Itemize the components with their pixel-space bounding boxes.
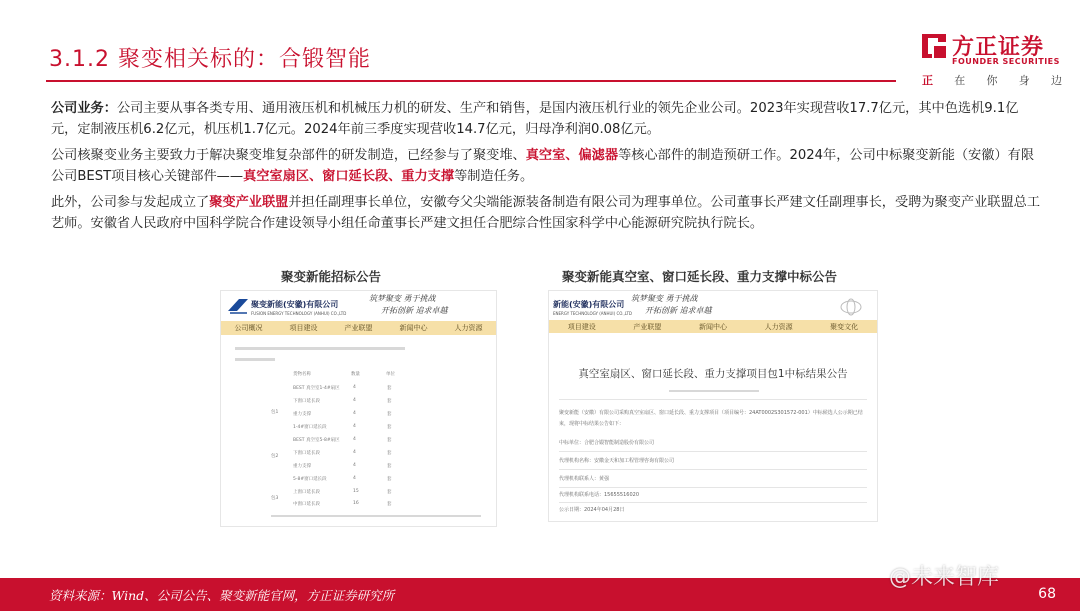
table-cell: 套 [387, 464, 392, 469]
table-cell: 4 [353, 463, 356, 468]
motto-line-1: 筑梦聚变 勇于挑战 [369, 294, 436, 303]
nav-item: 聚变文化 [830, 322, 859, 331]
table-cell: 套 [387, 386, 392, 391]
section-label: 包2 [271, 454, 279, 459]
alliance-text-a: 此外，公司参与发起成立了 [51, 195, 210, 210]
contact-line: 代理机构联系人：黄强 [559, 476, 610, 482]
text-line [235, 347, 405, 350]
logo-chinese-name: 方正证券 [952, 35, 1045, 60]
slogan-char: 在 [954, 74, 966, 87]
fusion-highlight-components: 真空室、偏滤器 [525, 148, 619, 163]
slogan-char: 正 [922, 74, 933, 87]
section-label: 包1 [271, 410, 279, 415]
body-text [51, 99, 1041, 240]
nav-item: 新闻中心 [698, 322, 727, 331]
page-number: 68 [1038, 586, 1056, 602]
logo-slogan [922, 72, 1062, 88]
slogan-char: 你 [986, 74, 998, 87]
table-cell: 下窗口延长段 [293, 451, 320, 456]
company-logo-icon [227, 297, 249, 315]
section-label: 包3 [271, 496, 279, 501]
alliance-text-b: 并担任副理事长单位，安徽夸父尖端能源装备制造有限公司为理事单位。公司董事长严建文任副理事长，受聘为聚变产业联盟总工艺师。安徽省人民政府中国科学院合作建设领导小组任命董事长严建文担任合肥综合性国家科学中心能源研究院执行院长。 [51, 195, 1041, 231]
slogan-char: 身 [1018, 74, 1030, 87]
tender-notice-screenshot [220, 290, 497, 527]
table-cell: 4 [353, 398, 356, 403]
text-line [235, 358, 275, 361]
separator [559, 469, 867, 470]
doc-nav-bar [221, 321, 496, 335]
nav-item: 人力资源 [764, 322, 793, 331]
nav-item: 公司概况 [234, 324, 263, 332]
nav-item: 新闻中心 [399, 324, 428, 332]
award-notice-title: 真空室扇区、窗口延长段、重力支撑项目包1中标结果公告 [578, 368, 848, 380]
founder-logo [914, 30, 1064, 90]
nav-item: 产业联盟 [633, 322, 662, 331]
paragraph-business [51, 99, 1041, 140]
table-cell: 4 [353, 411, 356, 416]
award-notice-screenshot [548, 290, 878, 522]
phone-line: 代理机构联系电话：15655516020 [559, 492, 639, 498]
logo-english-name: FOUNDER SECURITIES [952, 57, 1060, 66]
left-figure-caption: 聚变新能招标公告 [281, 269, 382, 284]
table-cell: 4 [353, 476, 356, 481]
company-name-en: ENERGY TECHNOLOGY (ANHUI) CO.,LTD [553, 311, 632, 316]
nav-item: 项目建设 [289, 324, 318, 332]
table-cell: 套 [387, 438, 392, 443]
table-cell: 套 [387, 412, 392, 417]
winner-line: 中标单位：合肥合锻智能制造股份有限公司 [559, 440, 655, 446]
paragraph-alliance [51, 193, 1041, 234]
doc-nav-bar [549, 320, 877, 333]
table-cell: 套 [387, 477, 392, 482]
notice-line: 聚变新能（安徽）有限公司采购真空室扇区、窗口延长段、重力支撑项目（项目编号：24AT0002S301572-001）中标候选人公示期已结 [559, 410, 863, 416]
business-text: 公司主要从事各类专用、通用液压机和机械压力机的研发、生产和销售，是国内液压机行业的领先企业公司。2023年实现营收17.7亿元，其中色选机9.1亿元，定制液压机6.2亿元，机压机1.7亿元。2024年前三季度实现营收14.7亿元，归母净利润0.08亿元。 [51, 101, 1019, 137]
table-cell: BEST 真空室5-8#扇区 [293, 438, 340, 443]
page-header [0, 0, 1080, 92]
separator [559, 451, 867, 452]
table-cell: 套 [387, 399, 392, 404]
nav-item: 人力资源 [454, 324, 483, 332]
fusion-text-b: 等核心部件的制造预研工作。2024年，公司中标聚变新能（安徽）有限公司BEST项目核心关键部件—— [51, 148, 1035, 184]
table-header: 单位 [386, 372, 395, 377]
founder-logo-icon [920, 32, 948, 60]
agency-line: 代理机构名称：安徽金天和加工程管理咨询有限公司 [559, 458, 675, 464]
table-cell: 重力支撑 [293, 464, 311, 469]
table-cell: BEST 真空室1-4#扇区 [293, 386, 340, 391]
motto-line-1: 筑梦聚变 勇于挑战 [631, 294, 698, 303]
table-cell: 下窗口延长段 [293, 399, 320, 404]
table-cell: 16 [353, 501, 359, 506]
date-line: 公示日期：2024年04月28日 [559, 507, 625, 513]
table-cell: 4 [353, 424, 356, 429]
separator [559, 399, 867, 400]
table-header: 数量 [351, 372, 360, 377]
emblem-icon [839, 297, 863, 317]
company-name: 聚变新能(安徽)有限公司 [251, 300, 339, 309]
paragraph-fusion [51, 146, 1041, 187]
table-cell: 4 [353, 450, 356, 455]
text-line [669, 390, 759, 392]
nav-item: 产业联盟 [344, 324, 373, 332]
fusion-text-a: 公司核聚变业务主要致力于解决聚变堆复杂部件的研发制造，已经参与了聚变堆、 [51, 148, 526, 163]
company-name: 新能(安徽)有限公司 [553, 300, 625, 309]
table-cell: 重力支撑 [293, 412, 311, 417]
table-cell: 5-8#窗口延长段 [293, 477, 327, 482]
table-cell: 1-4#窗口延长段 [293, 425, 327, 430]
fusion-text-c: 等制造任务。 [454, 168, 534, 184]
slogan-char: 边 [1051, 74, 1062, 87]
doc-header [221, 291, 496, 321]
table-cell: 15 [353, 489, 359, 494]
doc-header [549, 291, 877, 321]
motto-line-2: 开拓创新 追求卓越 [645, 306, 712, 315]
alliance-highlight: 聚变产业联盟 [209, 195, 289, 210]
table-cell: 4 [353, 385, 356, 390]
table-cell: 上窗口延长段 [293, 490, 320, 495]
page-title: 3.1.2 聚变相关标的：合锻智能 [49, 47, 371, 72]
table-cell: 套 [387, 490, 392, 495]
right-figure-caption: 聚变新能真空室、窗口延长段、重力支撑中标公告 [562, 269, 838, 284]
table-cell: 套 [387, 502, 392, 507]
source-note: 资料来源：Wind、公司公告、聚变新能官网，方正证券研究所 [49, 588, 395, 603]
fusion-highlight-parts: 真空室扇区、窗口延长段、重力支撑 [243, 168, 455, 184]
table-cell: 套 [387, 451, 392, 456]
notice-line: 束，现将中标结果公告如下： [559, 421, 625, 427]
table-cell: 中窗口延长段 [293, 502, 320, 507]
table-header: 货物名称 [293, 372, 311, 377]
title-divider [46, 80, 896, 82]
separator [559, 487, 867, 488]
watermark: @未来智库 [889, 565, 1000, 590]
table-cell: 套 [387, 425, 392, 430]
separator [559, 502, 867, 503]
company-name-en: FUSION ENERGY TECHNOLOGY (ANHUI) CO.,LTD [251, 311, 347, 316]
text-line [271, 515, 481, 517]
nav-item: 项目建设 [567, 322, 596, 331]
business-label: 公司业务： [51, 101, 117, 116]
table-cell: 4 [353, 437, 356, 442]
motto-line-2: 开拓创新 追求卓越 [381, 306, 448, 315]
